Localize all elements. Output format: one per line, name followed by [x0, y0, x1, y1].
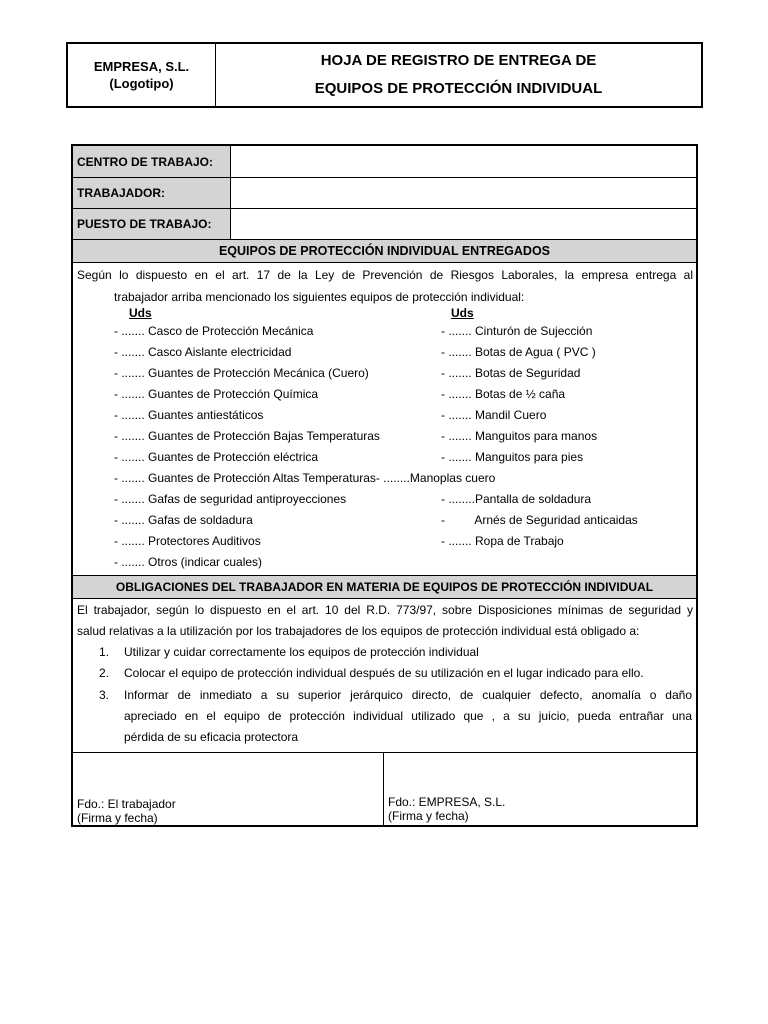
obligacion-text: pérdida de su eficacia protectora	[124, 730, 299, 744]
signature-divider	[383, 752, 384, 825]
epi-item-left: - ....... Gafas de soldadura	[114, 513, 253, 527]
epi-item-left: - ....... Casco Aislante electricidad	[114, 345, 292, 359]
signature-company[interactable]	[388, 795, 505, 823]
epi-item-left: - ....... Protectores Auditivos	[114, 534, 261, 548]
epi-item-right: - ....... Mandil Cuero	[441, 408, 547, 422]
puesto-label: PUESTO DE TRABAJO:	[73, 209, 231, 239]
signature-worker[interactable]	[77, 797, 176, 825]
epi-item-left: - ....... Casco de Protección Mecánica	[114, 324, 314, 338]
obligaciones-section-heading: OBLIGACIONES DEL TRABAJADOR EN MATERIA DE EQUIPOS DE PROTECCIÓN INDIVIDUAL	[73, 576, 696, 598]
signature-worker-note: (Firma y fecha)	[77, 811, 158, 825]
company-box	[68, 44, 216, 106]
epis-intro-line-2: trabajador arriba mencionado los siguientes equipos de protección individual:	[114, 290, 525, 304]
obligaciones-intro-line-1: El trabajador, según lo dispuesto en el art. 10 del R.D. 773/97, sobre Disposiciones mínimas de seguridad y	[77, 603, 693, 617]
centro-input[interactable]	[231, 146, 696, 177]
title-line-2: EQUIPOS DE PROTECCIÓN INDIVIDUAL	[314, 79, 603, 97]
uds-left-header: Uds	[129, 306, 152, 320]
epi-item-left: - ....... Guantes de Protección Mecánica (Cuero)	[114, 366, 369, 380]
document-header	[66, 42, 703, 108]
epis-intro-line-1: Según lo dispuesto en el art. 17 de la Ley de Prevención de Riesgos Laborales, la empresa entrega al	[77, 268, 693, 282]
epi-item-right: - Arnés de Seguridad anticaidas	[441, 513, 638, 527]
signature-company-note: (Firma y fecha)	[388, 809, 469, 823]
obligacion-number: 1.	[99, 645, 110, 659]
obligaciones-intro-line-2: salud relativas a la utilización por los trabajadores de los equipos de protección individual está obligado a:	[77, 624, 640, 638]
epis-section-heading: EQUIPOS DE PROTECCIÓN INDIVIDUAL ENTREGADOS	[73, 240, 696, 262]
divider	[73, 262, 696, 263]
document-title	[216, 44, 701, 106]
divider	[73, 598, 696, 599]
epi-item-left: - ....... Guantes antiestáticos	[114, 408, 264, 422]
epi-item-left: - ....... Guantes de Protección Bajas Temperaturas	[114, 429, 380, 443]
epi-item-right: - ....... Manguitos para manos	[441, 429, 598, 443]
puesto-row	[73, 209, 696, 239]
epi-item-right: - ....... Ropa de Trabajo	[441, 534, 564, 548]
epi-item-right: - ....... Botas de Agua ( PVC )	[441, 345, 596, 359]
obligacion-text: Utilizar y cuidar correctamente los equipos de protección individual	[124, 645, 479, 659]
epi-item-right: - ....... Botas de ½ caña	[441, 387, 566, 401]
obligacion-text: Informar de inmediato a su superior jerárquico directo, de cualquier defecto, anomalía o daño	[124, 688, 692, 702]
trabajador-label: TRABAJADOR:	[73, 178, 231, 208]
epi-item-left: - ....... Guantes de Protección eléctrica	[114, 450, 319, 464]
epi-item-right: - ....... Botas de Seguridad	[441, 366, 581, 380]
logo-placeholder: (Logotipo)	[109, 76, 174, 91]
registration-form	[71, 144, 698, 827]
epi-item-left: - ....... Gafas de seguridad antiproyecciones	[114, 492, 347, 506]
divider	[73, 752, 696, 753]
puesto-input[interactable]	[231, 209, 696, 239]
obligacion-number: 2.	[99, 666, 110, 680]
centro-row	[73, 146, 696, 177]
epi-item-right: - ....... Cinturón de Sujección	[441, 324, 593, 338]
obligacion-text: Colocar el equipo de protección individual después de su utilización en el lugar indicado para ello.	[124, 666, 644, 680]
epi-item-right: - ....... Manguitos para pies	[441, 450, 584, 464]
epi-item-left: - ....... Guantes de Protección Química	[114, 387, 319, 401]
epi-item-left: - ....... Otros (indicar cuales)	[114, 555, 263, 569]
company-name: EMPRESA, S.L.	[93, 59, 190, 74]
trabajador-input[interactable]	[231, 178, 696, 208]
trabajador-row	[73, 178, 696, 208]
obligacion-text: apreciado en el equipo de protección individual utilizado que , a su juicio, pueda entrañar una	[124, 709, 692, 723]
obligacion-number: 3.	[99, 688, 110, 702]
title-line-1: HOJA DE REGISTRO DE ENTREGA DE	[320, 51, 597, 69]
signature-company-label: Fdo.: EMPRESA, S.L.	[388, 795, 506, 809]
signature-worker-label: Fdo.: El trabajador	[77, 797, 176, 811]
uds-right-header: Uds	[451, 306, 474, 320]
epi-item-left: - ....... Guantes de Protección Altas Temperaturas- ........Manoplas cuero	[114, 471, 496, 485]
centro-label: CENTRO DE TRABAJO:	[73, 146, 231, 177]
epi-item-right: - ........Pantalla de soldadura	[441, 492, 592, 506]
